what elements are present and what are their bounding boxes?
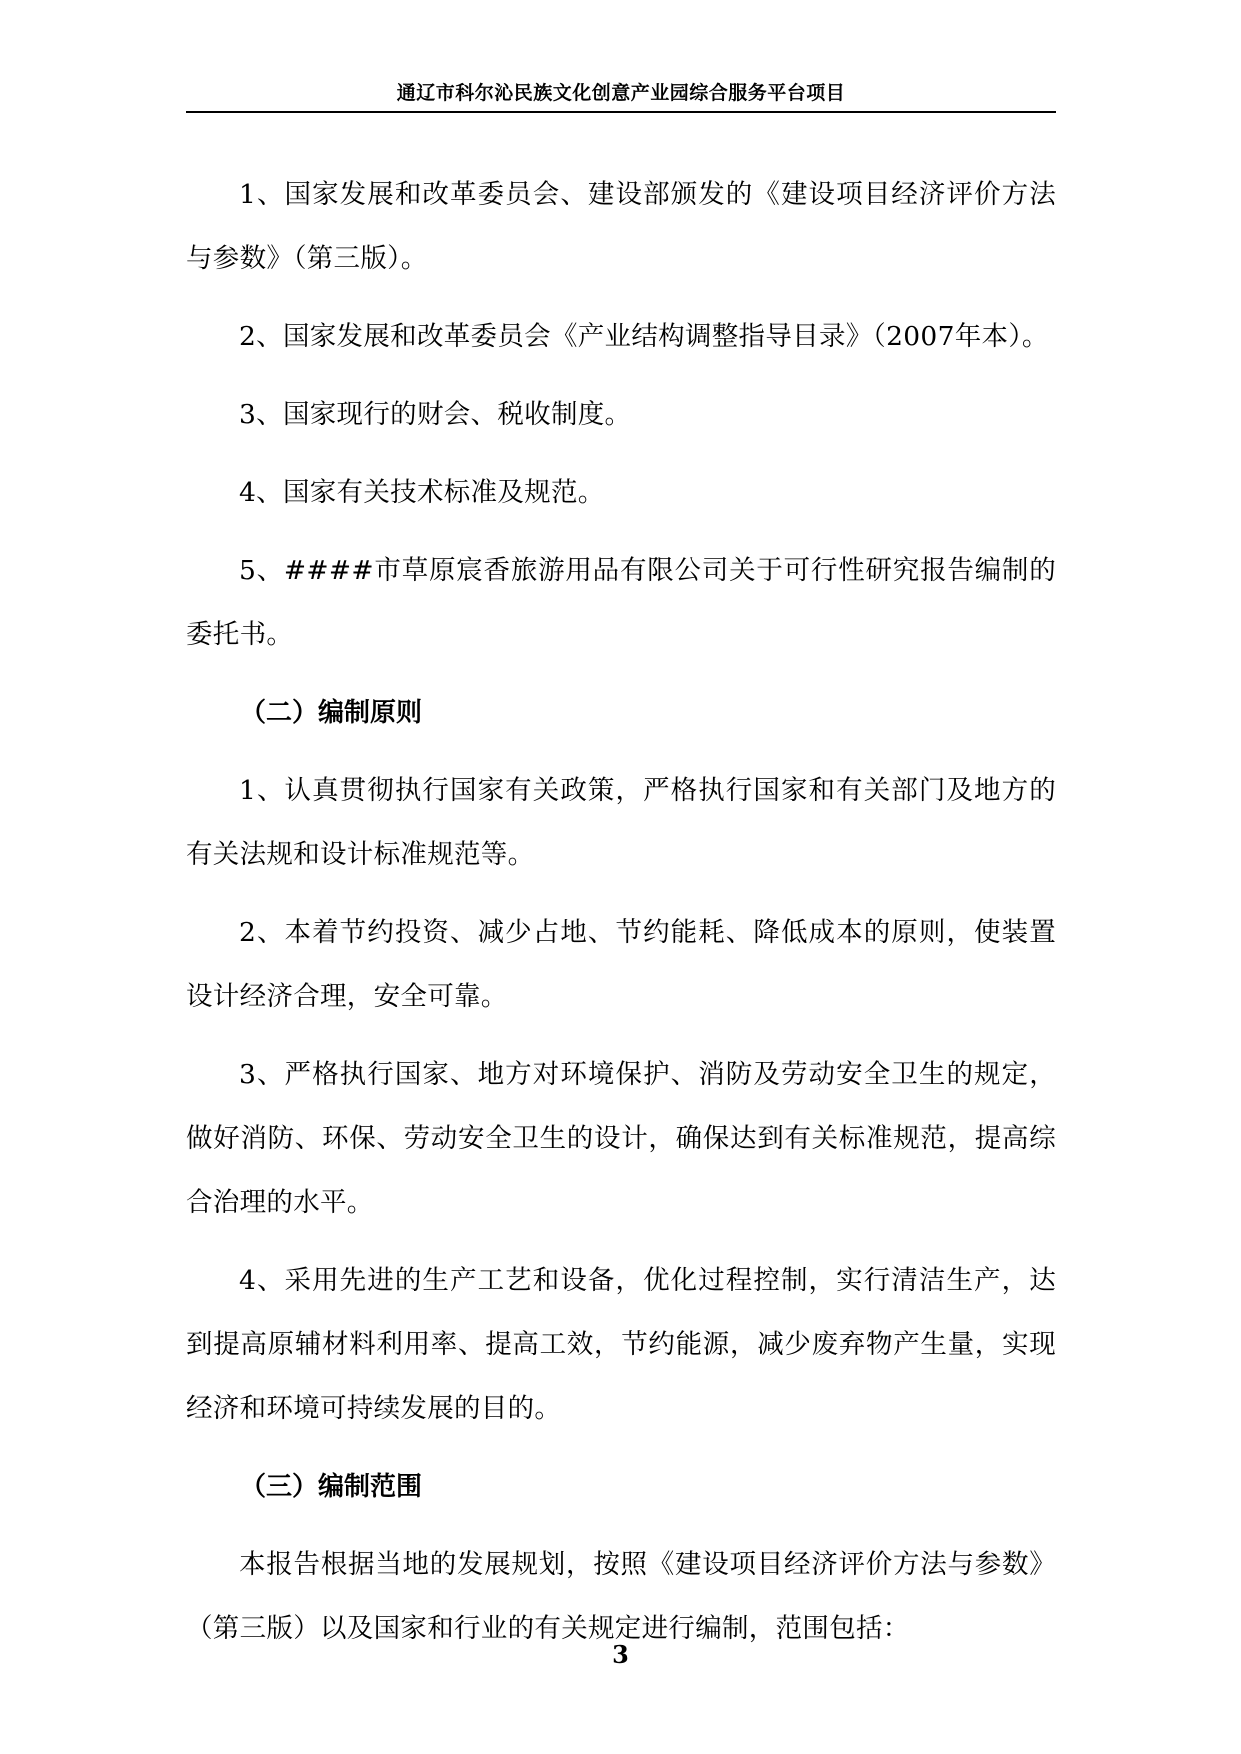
section-heading-principles: （二）编制原则 <box>240 698 423 728</box>
principle-item-3: 3、严格执行国家、地方对环境保护、消防及劳动安全卫生的规定，做好消防、环保、劳动安全卫生的设计，确保达到有关标准规范，提高综合治理的水平。 <box>186 1059 1056 1218</box>
header-rule <box>186 111 1056 113</box>
document-header-title: 通辽市科尔沁民族文化创意产业园综合服务平台项目 <box>396 82 846 104</box>
basis-item-1: 1、国家发展和改革委员会、建设部颁发的《建设项目经济评价方法与参数》（第三版）。 <box>186 179 1056 274</box>
basis-item-5: 5、####市草原宸香旅游用品有限公司关于可行性研究报告编制的委托书。 <box>186 555 1056 650</box>
section-heading-scope: （三）编制范围 <box>240 1472 423 1502</box>
principle-item-2: 2、本着节约投资、减少占地、节约能耗、降低成本的原则，使装置设计经济合理，安全可靠。 <box>186 917 1056 1012</box>
basis-item-3: 3、国家现行的财会、税收制度。 <box>239 399 632 430</box>
page-number: 3 <box>612 1640 629 1669</box>
principle-item-1: 1、认真贯彻执行国家有关政策，严格执行国家和有关部门及地方的有关法规和设计标准规范等。 <box>186 775 1056 870</box>
basis-item-4: 4、国家有关技术标准及规范。 <box>239 477 605 508</box>
scope-paragraph: 本报告根据当地的发展规划，按照《建设项目经济评价方法与参数》（第三版）以及国家和行业的有关规定进行编制，范围包括： <box>186 1549 1056 1644</box>
principle-item-4: 4、采用先进的生产工艺和设备，优化过程控制，实行清洁生产，达到提高原辅材料利用率、提高工效，节约能源，减少废弃物产生量，实现经济和环境可持续发展的目的。 <box>186 1265 1056 1424</box>
document-body <box>186 163 1056 1675</box>
basis-item-2: 2、国家发展和改革委员会《产业结构调整指导目录》（2007年本）。 <box>239 321 1049 352</box>
